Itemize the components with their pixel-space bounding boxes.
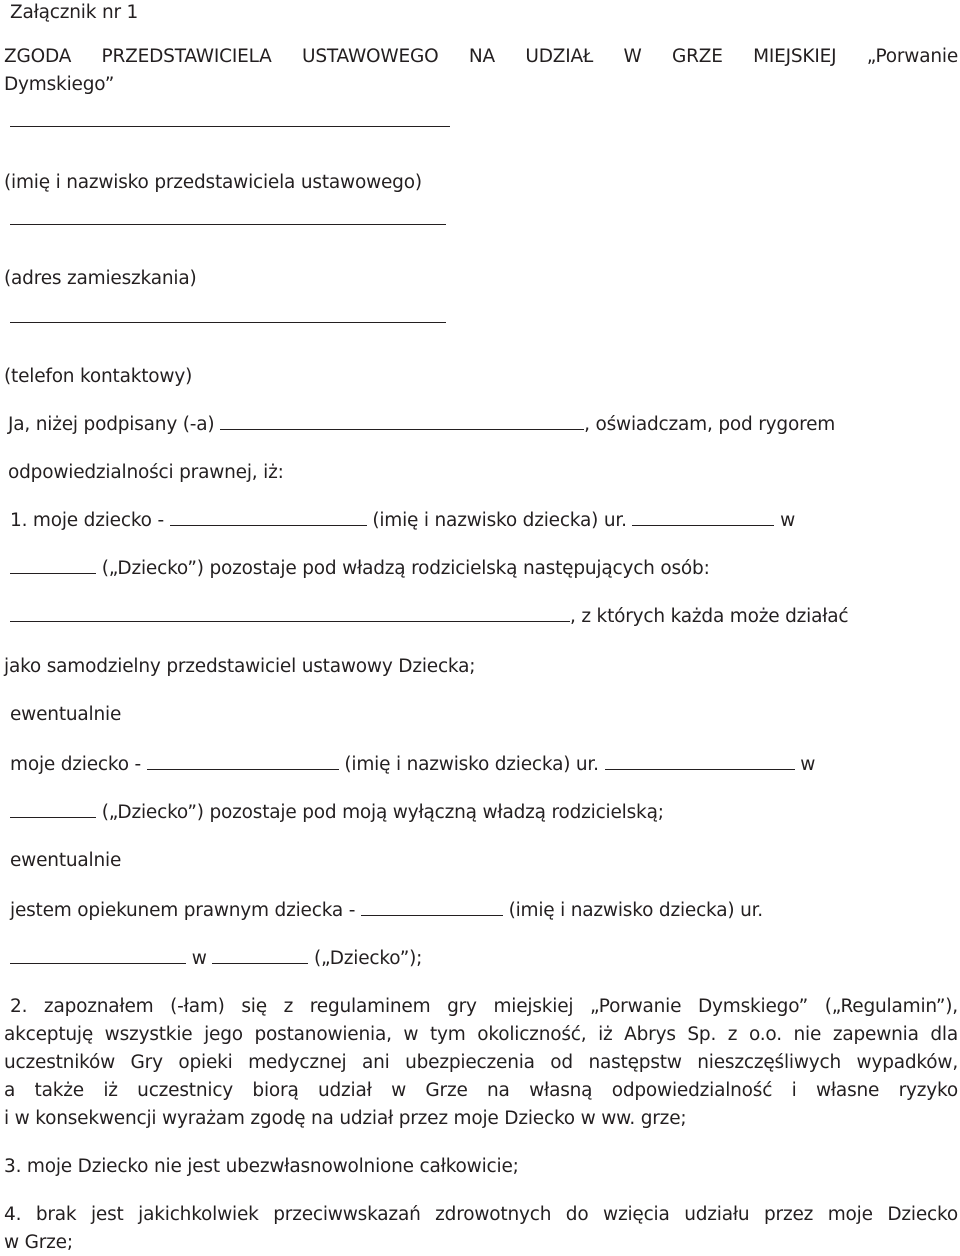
child-name-field-2[interactable] [147,752,339,770]
point3-text: 3. moje Dziecko nie jest ubezwłasnowolnione całkowicie; [4,1156,519,1177]
representative-name-field[interactable] [10,126,450,127]
point1-line4: jako samodzielny przedstawiciel ustawowy Dziecka; [4,656,476,677]
alternative-label-2: ewentualnie [10,850,122,871]
alt2-end-text: („Dziecko”); [314,948,423,969]
address-caption: (adres zamieszkania) [4,268,197,289]
document-title-line1: ZGODA PRZEDSTAWICIELA USTAWOWEGO NA UDZIAŁ W GRZE MIEJSKIEJ „Porwanie [4,46,958,67]
representative-name-caption: (imię i nazwisko przedstawiciela ustawowego) [4,172,422,193]
declaration-end-text: , oświadczam, pod rygorem [584,414,836,435]
alt1-w: w [800,754,816,775]
alt1-prefix: moje dziecko - [10,754,142,775]
annex-label: Załącznik nr 1 [10,2,139,23]
birth-place-field-3[interactable] [212,946,308,964]
birth-place-field-1[interactable] [10,556,96,574]
guardians-names-field[interactable] [10,604,570,622]
alt1-line2-text: („Dziecko”) pozostaje pod moją wyłączną władzą rodzicielską; [101,802,664,823]
declaration-line2: odpowiedzialności prawnej, iż: [8,462,284,483]
alt2-w: w [191,948,207,969]
declarant-name-field[interactable] [220,412,584,430]
phone-caption: (telefon kontaktowy) [4,366,193,387]
point2-line4: a także iż uczestnicy biorą udział w Grze na własną odpowiedzialność i własne ryzyko [4,1080,958,1101]
birth-place-field-2[interactable] [10,800,96,818]
point2-line3: uczestników Gry opieki medycznej ani ubezpieczenia od następstw nieszczęśliwych wypadków, [4,1052,958,1073]
birth-date-field-1[interactable] [632,508,774,526]
point1-line2-text: („Dziecko”) pozostaje pod władzą rodzicielską następujących osób: [101,558,710,579]
point1-w: w [780,510,796,531]
point1-line3 [10,604,848,630]
alt2-line1 [10,898,763,924]
birth-date-field-2[interactable] [605,752,795,770]
point2-line2: akceptuję wszystkie jego postanowienia, w tym okoliczność, iż Abrys Sp. z o.o. nie zapewnia dla [4,1024,958,1045]
alt1-line2 [10,800,664,826]
point1-mid-text: (imię i nazwisko dziecka) ur. [372,510,627,531]
child-name-field-1[interactable] [170,508,367,526]
child-name-field-3[interactable] [361,898,503,916]
alt1-line1 [10,752,815,778]
point2-line1: 2. zapoznałem (-łam) się z regulaminem gry miejskiej „Porwanie Dymskiego” („Regulamin”), [10,996,958,1017]
point4-line1: 4. brak jest jakichkolwiek przeciwwskazań zdrowotnych do wzięcia udziału przez moje Dziecko [4,1204,958,1225]
address-field[interactable] [10,224,446,225]
document-title-line2: Dymskiego” [4,74,115,95]
birth-date-field-3[interactable] [10,946,186,964]
alt2-prefix: jestem opiekunem prawnym dziecka - [10,900,356,921]
declaration-start-text: Ja, niżej podpisany (-a) [8,414,215,435]
alt2-line2 [10,946,422,972]
point1-line3-text: , z których każda może działać [570,606,849,627]
alt1-mid-text: (imię i nazwisko dziecka) ur. [344,754,599,775]
alternative-label-1: ewentualnie [10,704,122,725]
point1-line2 [10,556,710,582]
point2-line5: i w konsekwencji wyrażam zgodę na udział przez moje Dziecko w ww. grze; [4,1108,687,1129]
declaration-line1 [8,412,835,438]
alt2-mid-text: (imię i nazwisko dziecka) ur. [508,900,763,921]
point4-line2: w Grze; [4,1232,73,1253]
phone-field[interactable] [10,322,446,323]
point1-prefix: 1. moje dziecko - [10,510,164,531]
point1-line1 [10,508,795,534]
